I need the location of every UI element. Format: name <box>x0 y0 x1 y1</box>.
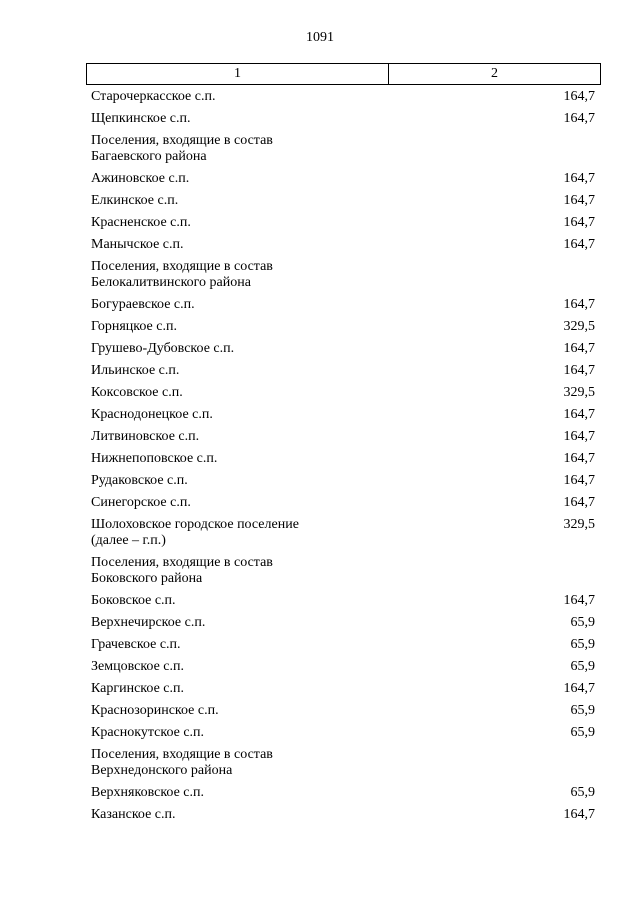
settlement-value: 65,9 <box>570 615 595 630</box>
settlement-value: 164,7 <box>563 407 595 422</box>
settlement-name: Красненское с.п. <box>91 215 191 230</box>
settlement-name: Боковское с.п. <box>91 593 176 608</box>
settlement-value: 164,7 <box>563 451 595 466</box>
settlement-value: 164,7 <box>563 341 595 356</box>
settlement-name: Щепкинское с.п. <box>91 111 191 126</box>
settlement-value: 65,9 <box>570 659 595 674</box>
settlement-name: Рудаковское с.п. <box>91 473 188 488</box>
settlement-value: 164,7 <box>563 171 595 186</box>
settlement-value: 164,7 <box>563 593 595 608</box>
settlement-value: 164,7 <box>563 473 595 488</box>
settlement-value: 65,9 <box>570 725 595 740</box>
settlement-name: Нижнепоповское с.п. <box>91 451 218 466</box>
settlement-name: Земцовское с.п. <box>91 659 185 674</box>
settlement-name: Горняцкое с.п. <box>91 319 177 334</box>
settlement-value: 329,5 <box>563 319 595 334</box>
settlement-value: 164,7 <box>563 681 595 696</box>
settlement-name: Синегорское с.п. <box>91 495 191 510</box>
settlement-name: Елкинское с.п. <box>91 193 179 208</box>
settlement-value: 164,7 <box>563 363 595 378</box>
settlement-value: 65,9 <box>570 785 595 800</box>
settlement-value: 164,7 <box>563 429 595 444</box>
settlement-name: Грачевское с.п. <box>91 637 181 652</box>
settlement-name: Верхняковское с.п. <box>91 785 204 800</box>
settlement-value: 164,7 <box>563 215 595 230</box>
settlement-name: Поселения, входящие в состав Белокалитвинского района <box>91 259 273 290</box>
settlement-value: 65,9 <box>570 703 595 718</box>
settlement-name: Манычское с.п. <box>91 237 184 252</box>
settlement-name: Поселения, входящие в состав Багаевского района <box>91 133 273 164</box>
settlement-name: Казанское с.п. <box>91 807 176 822</box>
settlement-value: 164,7 <box>563 111 595 126</box>
settlement-name: Краснозоринское с.п. <box>91 703 219 718</box>
settlement-value: 65,9 <box>570 637 595 652</box>
settlement-name: Поселения, входящие в состав Боковского района <box>91 555 273 586</box>
settlement-name: Коксовское с.п. <box>91 385 183 400</box>
settlement-name: Краснокутское с.п. <box>91 725 205 740</box>
settlement-name: Шолоховское городское поселение (далее – г.п.) <box>91 517 299 548</box>
settlement-value: 164,7 <box>563 297 595 312</box>
settlement-value: 164,7 <box>563 237 595 252</box>
settlement-value: 164,7 <box>563 495 595 510</box>
settlement-name: Краснодонецкое с.п. <box>91 407 213 422</box>
settlement-name: Ажиновское с.п. <box>91 171 190 186</box>
settlement-value: 164,7 <box>563 807 595 822</box>
column-header-1: 1 <box>87 64 389 84</box>
settlement-name: Верхнечирское с.п. <box>91 615 206 630</box>
settlement-value: 329,5 <box>563 385 595 400</box>
settlement-name: Поселения, входящие в состав Верхнедонского района <box>91 747 273 778</box>
settlement-name: Ильинское с.п. <box>91 363 180 378</box>
settlement-name: Грушево-Дубовское с.п. <box>91 341 235 356</box>
settlement-name: Каргинское с.п. <box>91 681 184 696</box>
settlement-value: 164,7 <box>563 89 595 104</box>
settlement-name: Старочеркасское с.п. <box>91 89 216 104</box>
settlement-name: Литвиновское с.п. <box>91 429 200 444</box>
page-number: 1091 <box>306 30 334 45</box>
settlement-name: Богураевское с.п. <box>91 297 195 312</box>
settlement-value: 329,5 <box>563 517 595 532</box>
column-header-2: 2 <box>491 66 498 81</box>
settlement-value: 164,7 <box>563 193 595 208</box>
